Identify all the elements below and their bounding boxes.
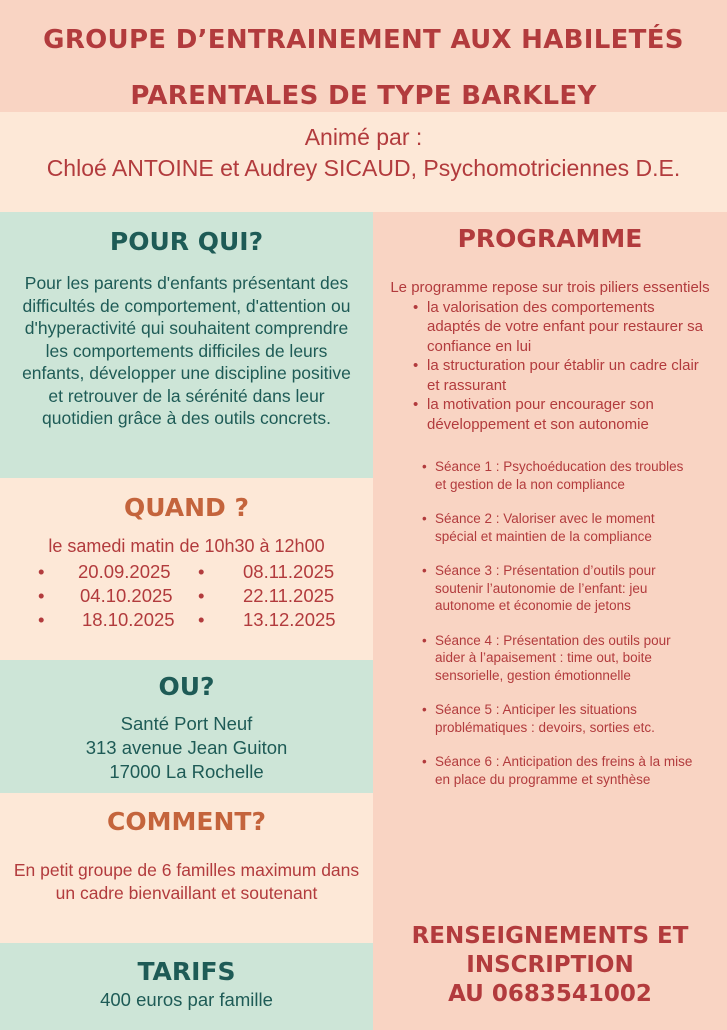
pour-qui-heading: POUR QUI?: [109, 227, 264, 256]
session-item: • Séance 4 : Présentation des outils pour aider à l’apaisement : time out, boite sensorielle, gestion émotionnelle: [435, 632, 727, 685]
date-item: 08.11.2025: [243, 561, 335, 582]
bullet-icon: •: [38, 609, 45, 630]
bullet-icon: •: [198, 585, 205, 606]
bullet-icon: •: [198, 609, 205, 630]
contact-phone: AU 0683541002: [448, 981, 652, 1007]
pillar-item: • la motivation pour encourager son développement et son autonomie: [427, 395, 727, 434]
comment-heading: COMMENT?: [107, 807, 266, 836]
bullet-icon: •: [198, 561, 205, 582]
address: [0, 702, 373, 784]
pillar-item: • la valorisation des comportements adaptés de votre enfant pour restaurer sa confiance en lui: [427, 298, 727, 357]
date-item: 13.12.2025: [243, 609, 336, 630]
header-banner: [0, 0, 727, 112]
session-item: • Séance 2 : Valoriser avec le moment spécial et maintien de la compliance: [435, 510, 727, 545]
tarifs-heading: TARIFS: [137, 957, 236, 986]
session-item: • Séance 1 : Psychoéducation des troubles et gestion de la non compliance: [435, 458, 727, 493]
contact-line: RENSEIGNEMENTS ET: [411, 923, 689, 949]
animators-names: Chloé ANTOINE et Audrey SICAUD, Psychomotriciennes D.E.: [46, 155, 681, 181]
contact-line: INSCRIPTION: [466, 952, 634, 978]
date-row: [0, 609, 373, 633]
pillar-item: • la structuration pour établir un cadre clair et rassurant: [427, 356, 727, 395]
comment-text: En petit groupe de 6 familles maximum dans un cadre bienvaillant et soutenant: [13, 860, 360, 903]
tarifs-price: 400 euros par famille: [100, 989, 273, 1010]
address-line: 313 avenue Jean Guiton: [85, 737, 288, 758]
address-line: Santé Port Neuf: [120, 713, 253, 734]
contact-info: [373, 922, 727, 1009]
address-line: 17000 La Rochelle: [109, 761, 264, 782]
programme-heading: PROGRAMME: [457, 224, 643, 253]
comment-section: [0, 793, 373, 943]
quand-schedule: le samedi matin de 10h30 à 12h00: [48, 536, 325, 556]
tarifs-section: [0, 943, 373, 1030]
pour-qui-section: [0, 212, 373, 478]
programme-column: [373, 212, 727, 1030]
date-item: 22.11.2025: [243, 585, 335, 606]
animators-label: Animé par :: [304, 124, 423, 150]
bullet-icon: •: [38, 561, 45, 582]
date-row: [0, 585, 373, 609]
session-item: • Séance 6 : Anticipation des freins à la mise en place du programme et synthèse: [435, 753, 727, 788]
session-item: • Séance 5 : Anticiper les situations problématiques : devoirs, sorties etc.: [435, 701, 727, 736]
poster-title-line2: PARENTALES DE TYPE BARKLEY: [130, 81, 597, 111]
session-item: • Séance 3 : Présentation d’outils pour soutenir l’autonomie de l’enfant: jeu autonome et économie de jetons: [435, 562, 727, 615]
bullet-icon: •: [38, 585, 45, 606]
dates-list: [0, 561, 373, 633]
sessions-list: [373, 458, 727, 788]
quand-heading: QUAND ?: [123, 493, 249, 522]
pillars-list: [373, 298, 727, 435]
quand-section: [0, 478, 373, 660]
ou-heading: OU?: [158, 672, 215, 701]
date-item: 18.10.2025: [82, 609, 175, 630]
animators-section: [0, 112, 727, 212]
poster-title-line1: GROUPE D’ENTRAINEMENT AUX HABILETÉS: [43, 25, 684, 55]
pour-qui-text: Pour les parents d'enfants présentant des difficultés de comportement, d'attention ou d'hyperactivité qui souhaitent comprendre les comportements difficiles de leurs enfants, développer une discipline positive et retrouver de la sérénité dans leur quotidien grâce à des outils concrets.: [22, 273, 351, 428]
date-item: 04.10.2025: [80, 585, 173, 606]
ou-section: [0, 660, 373, 793]
programme-intro: Le programme repose sur trois piliers essentiels: [390, 279, 710, 296]
date-item: 20.09.2025: [78, 561, 171, 582]
date-row: [0, 561, 373, 585]
